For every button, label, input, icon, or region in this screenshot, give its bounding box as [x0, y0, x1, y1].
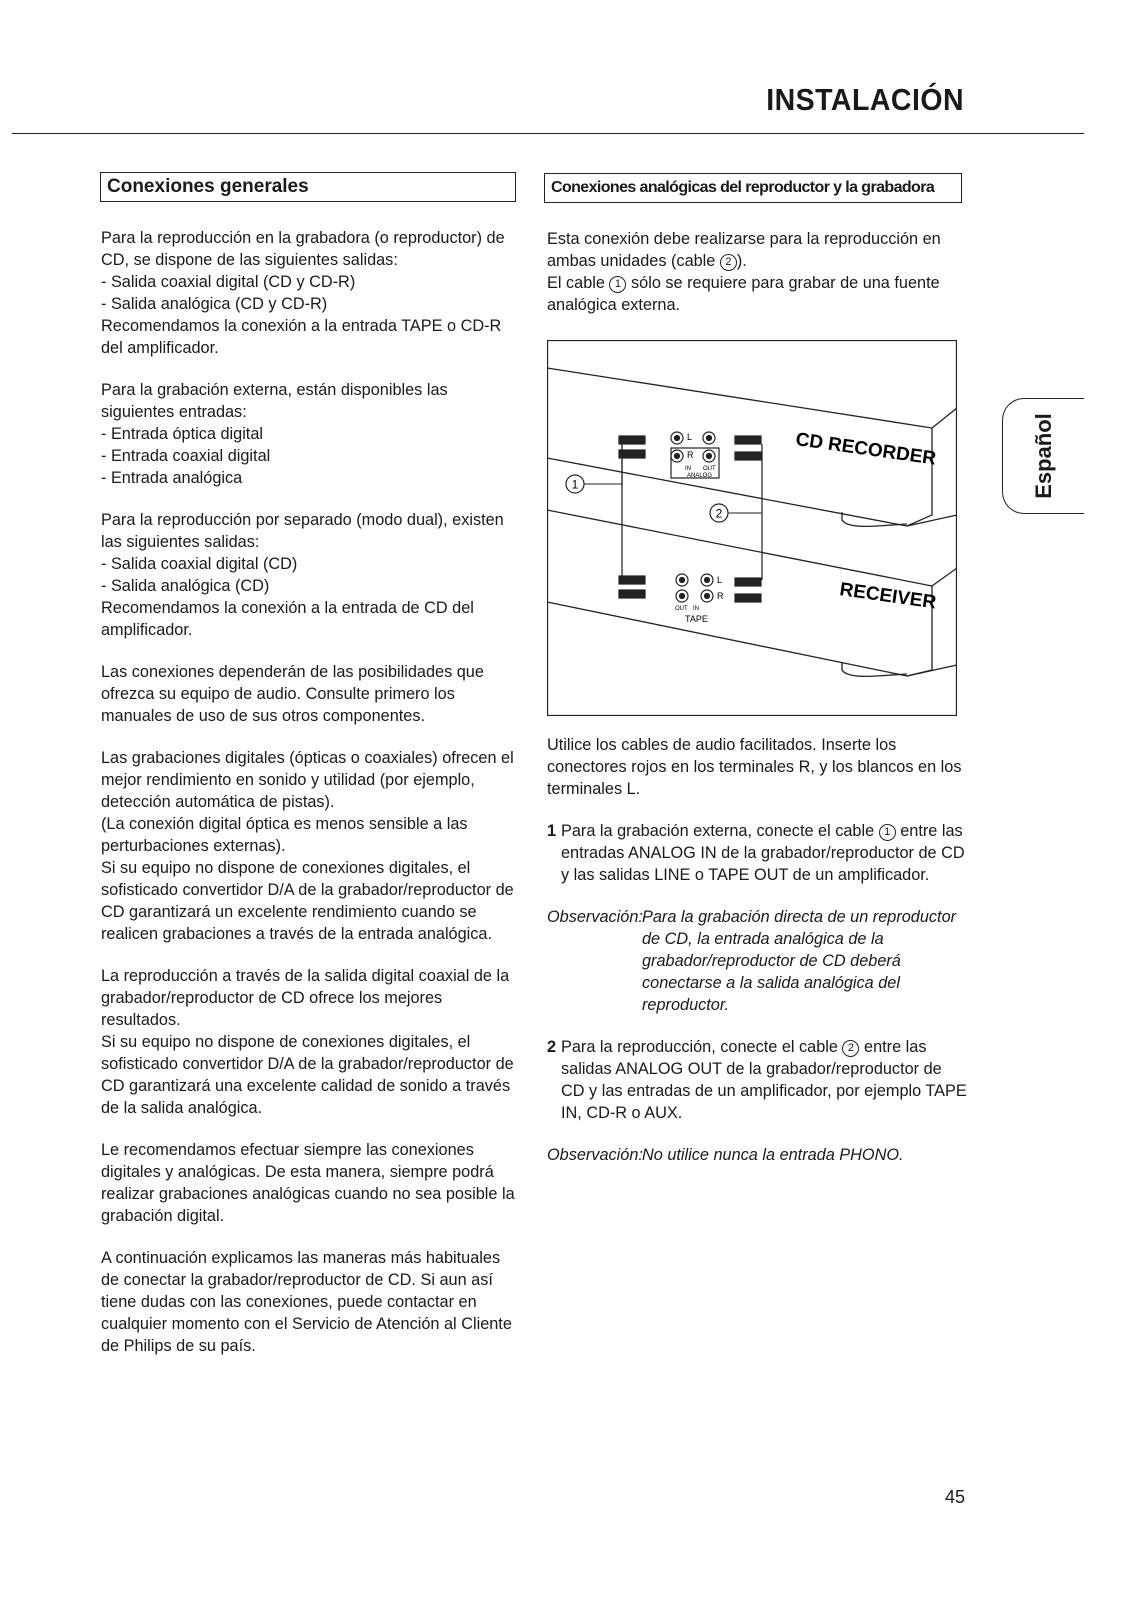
section-title-general: Conexiones generales	[100, 172, 516, 202]
page-number: 45	[945, 1487, 966, 1507]
language-tab-label: Español	[1030, 413, 1056, 499]
text-line: Para la reproducción por separado (modo dual), existen las siguientes salidas:	[101, 511, 504, 551]
step-number: 1	[547, 822, 557, 840]
page-title: INSTALACIÓN	[766, 82, 964, 117]
intro-line-2	[547, 272, 967, 316]
step-text-part: entre las salidas ANALOG OUT de la grabador/reproductor de CD y las entradas de un amplificador, por ejemplo TAPE IN, CD-R o AUX.	[561, 1038, 967, 1122]
note-1	[547, 906, 967, 1016]
intro-text: Esta conexión debe realizarse para la reproducción en ambas unidades (cable	[547, 230, 941, 270]
label-out-receiver: OUT	[675, 606, 688, 612]
step-text-part: Para la reproducción, conecte el cable	[561, 1038, 838, 1056]
step-text-part: Para la grabación externa, conecte el cable	[561, 822, 875, 840]
cable-1-marker: 1	[609, 276, 626, 293]
step-1	[547, 820, 967, 886]
note-text: Para la grabación directa de un reproductor de CD, la entrada analógica de la grabador/reproductor de CD deberá conectarse a la salida analógica del reproductor.	[642, 908, 957, 1014]
list-item: - Salida coaxial digital (CD y CD-R)	[101, 273, 356, 291]
connection-diagram	[547, 340, 957, 716]
language-tab	[1002, 398, 1084, 514]
label-r: R	[687, 450, 694, 460]
label-in-recorder: IN	[685, 466, 691, 472]
list-item: - Entrada óptica digital	[101, 425, 264, 443]
text-line: La reproducción a través de la salida digital coaxial de la grabador/reproductor de CD ofrece los mejores resultados.	[101, 967, 510, 1029]
step-text	[561, 820, 967, 886]
label-in-receiver: IN	[693, 606, 699, 612]
text-line: Si su equipo no dispone de conexiones digitales, el sofisticado convertidor D/A de la grabador/reproductor de CD garantizará una excelente calidad de sonido a través de la salida analógica.	[101, 1033, 514, 1117]
label-analog: ANALOG	[687, 473, 713, 479]
intro-text: sólo se requiere para grabar de una fuente analógica externa.	[547, 274, 940, 314]
paragraph-dual-mode	[101, 509, 521, 641]
paragraph-possibilities: Las conexiones dependerán de las posibilidades que ofrezca su equipo de audio. Consulte primero los manuales de uso de sus otros componentes.	[101, 663, 484, 725]
note-2	[547, 1144, 967, 1166]
text-line: Si su equipo no dispone de conexiones digitales, el sofisticado convertidor D/A de la grabador/reproductor de CD garantizará un excelente rendimiento cuando se realicen grabaciones a través de la entrada analógica.	[101, 859, 514, 943]
paragraph-cable-usage: Utilice los cables de audio facilitados. Inserte los conectores rojos en los terminales R, y los blancos en los terminales L.	[547, 736, 962, 798]
intro-text: El cable	[547, 274, 605, 292]
label-l-receiver: L	[717, 575, 723, 585]
right-column-instructions	[547, 734, 967, 1166]
list-item: - Entrada analógica	[101, 469, 243, 487]
list-item: - Salida analógica (CD y CD-R)	[101, 295, 328, 313]
cable-2-number: 2	[715, 506, 723, 521]
label-out-recorder: OUT	[703, 466, 716, 472]
device-label-receiver: RECEIVER	[838, 579, 938, 614]
cable-2-marker: 2	[720, 254, 737, 271]
cable-2-marker: 2	[842, 1040, 859, 1057]
paragraph-support: A continuación explicamos las maneras más habituales de conectar la grabador/reproductor de CD. Si aun así tiene dudas con las conexiones, puede contactar en cualquier momento con el Servicio de Atención al Cliente de Philips de su país.	[101, 1249, 512, 1355]
text-line: Para la reproducción en la grabadora (o reproductor) de CD, se dispone de las siguientes salidas:	[101, 229, 505, 269]
text-line: Recomendamos la conexión a la entrada TAPE o CD-R del amplificador.	[101, 317, 502, 357]
label-tape: TAPE	[685, 614, 708, 624]
step-text-part: entre las entradas ANALOG IN de la grabador/reproductor de CD y las salidas LINE o TAPE OUT de un amplificador.	[561, 822, 965, 884]
text-line: (La conexión digital óptica es menos sensible a las perturbaciones externas).	[101, 815, 468, 855]
paragraph-coaxial-playback	[101, 965, 521, 1119]
note-label: Observación:	[547, 908, 643, 926]
title-rule	[12, 133, 1084, 134]
step-2	[547, 1036, 967, 1124]
cable-1-marker: 1	[879, 824, 896, 841]
list-item: - Entrada coaxial digital	[101, 447, 271, 465]
list-item: - Salida analógica (CD)	[101, 577, 270, 595]
text-line: Las grabaciones digitales (ópticas o coaxiales) ofrecen el mejor rendimiento en sonido y utilidad (por ejemplo, detección automática de pistas).	[101, 749, 514, 811]
right-column-intro	[547, 228, 967, 316]
text-line: Para la grabación externa, están disponibles las siguientes entradas:	[101, 381, 448, 421]
list-item: - Salida coaxial digital (CD)	[101, 555, 298, 573]
text-line: Recomendamos la conexión a la entrada de CD del amplificador.	[101, 599, 474, 639]
intro-line-1	[547, 228, 967, 272]
label-l: L	[687, 432, 693, 442]
device-label-cd-recorder: CD RECORDER	[794, 429, 938, 470]
paragraph-recommendation: Le recomendamos efectuar siempre las conexiones digitales y analógicas. De esta manera, siempre podrá realizar grabaciones analógicas cuando no sea posible la grabación digital.	[101, 1141, 515, 1225]
step-text	[561, 1036, 967, 1124]
section-title-analog: Conexiones analógicas del reproductor y la grabadora	[544, 173, 962, 203]
left-column	[101, 227, 521, 1377]
step-number: 2	[547, 1038, 557, 1056]
cable-1-number: 1	[571, 477, 579, 492]
label-r-receiver: R	[717, 591, 724, 601]
paragraph-digital-recordings	[101, 747, 521, 945]
intro-text-end: ).	[736, 252, 747, 270]
connector-panel-receiver	[619, 574, 761, 602]
note-label: Observación:	[547, 1146, 643, 1164]
note-text: No utilice nunca la entrada PHONO.	[642, 1146, 904, 1164]
paragraph-playback-outputs	[101, 227, 521, 359]
paragraph-recording-inputs	[101, 379, 521, 489]
